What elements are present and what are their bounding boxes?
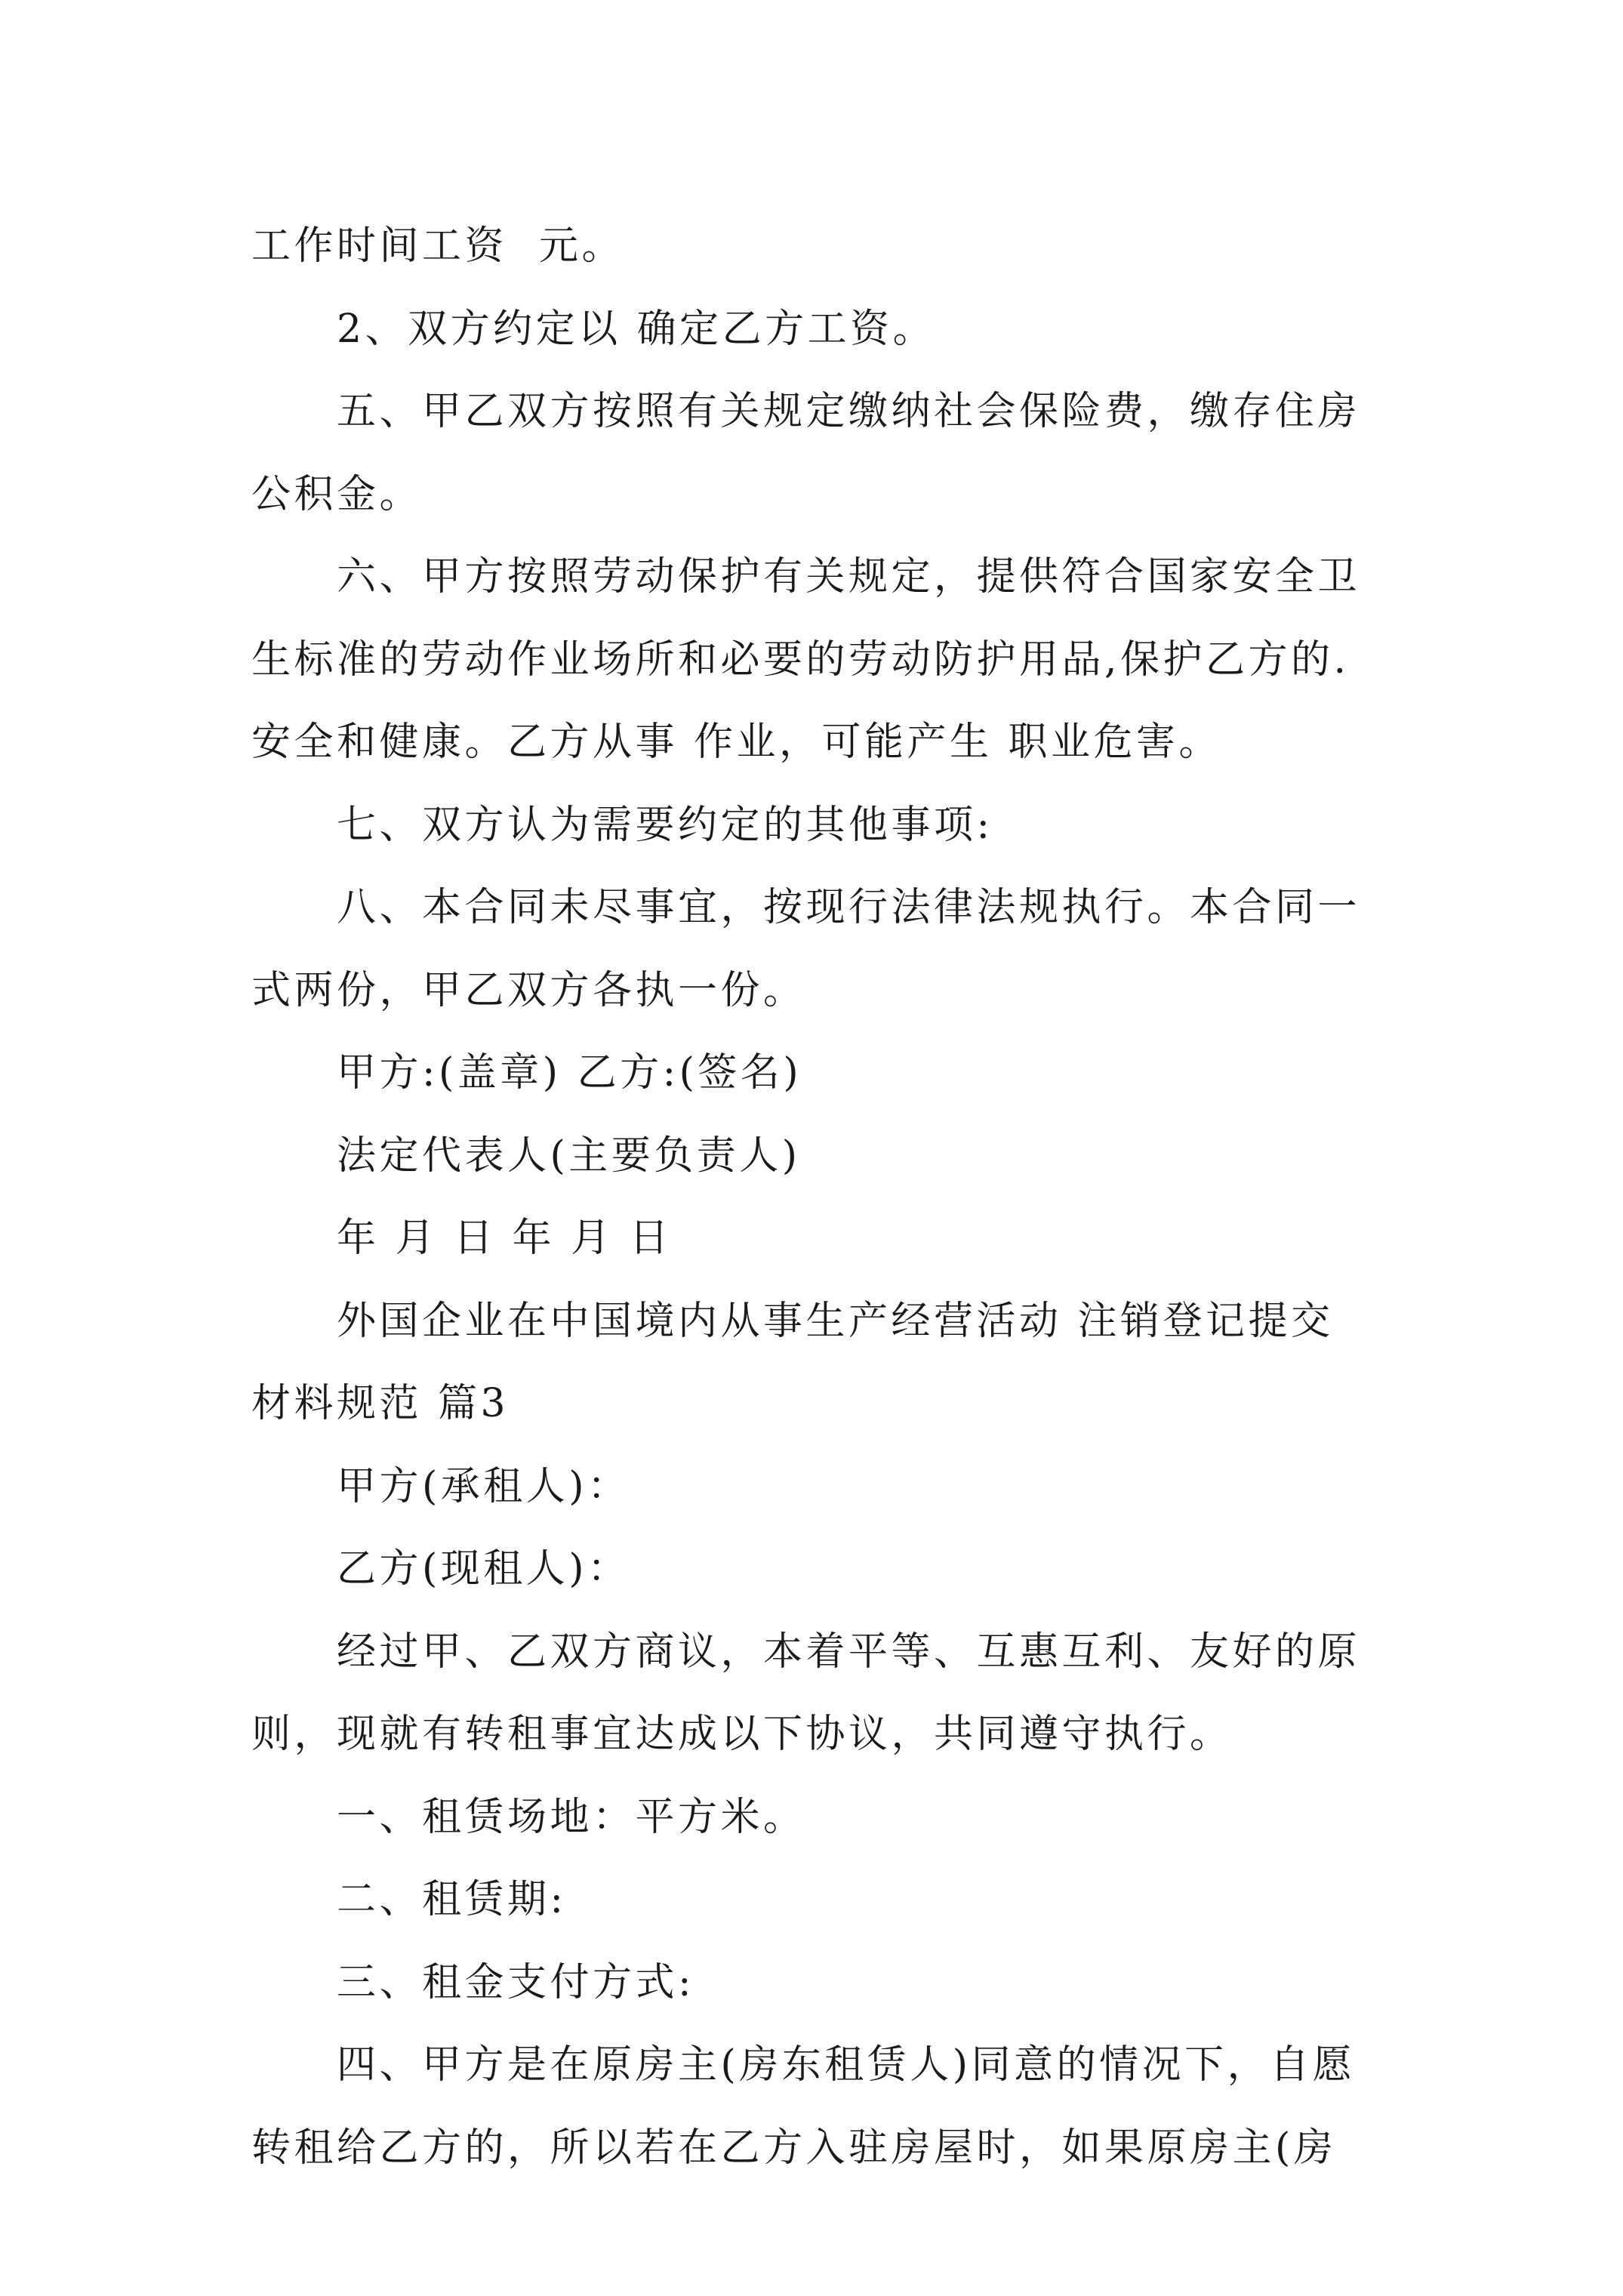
text-line: 式两份，甲乙双方各执一份。 xyxy=(251,967,806,1013)
text-line: 一、租赁场地：平方米。 xyxy=(337,1794,806,1840)
text-line: 年 月 日 年 月 日 xyxy=(337,1216,673,1261)
text-line: 经过甲、乙双方商议，本着平等、互惠互利、友好的原 xyxy=(337,1629,1361,1675)
text-line: 则，现就有转租事宜达成以下协议，共同遵守执行。 xyxy=(251,1712,1233,1757)
text-line: 八、本合同未尽事宜，按现行法律法规执行。本合同一 xyxy=(337,885,1361,930)
text-line: 生标准的劳动作业场所和必要的劳动防护用品,保护乙方的. xyxy=(251,636,1350,683)
text-line: 五、甲乙双方按照有关规定缴纳社会保险费，缴存住房 xyxy=(337,389,1361,434)
section-heading: 材料规范 篇3 xyxy=(251,1381,510,1426)
text-line: 六、甲方按照劳动保护有关规定，提供符合国家安全卫 xyxy=(337,554,1361,599)
text-line: 转租给乙方的，所以若在乙方入驻房屋时，如果原房主(房 xyxy=(251,2125,1337,2171)
text-line: 二、租赁期: xyxy=(337,1877,567,1922)
text-line: 安全和健康。乙方从事 作业，可能产生 职业危害。 xyxy=(251,720,1222,765)
text-line: 三、租金支付方式: xyxy=(337,1959,695,2005)
text-line: 法定代表人(主要负责人) xyxy=(337,1133,801,1179)
text-line: 甲方:(盖章) 乙方:(签名) xyxy=(337,1050,802,1096)
text-line: 四、甲方是在原房主(房东租赁人)同意的情况下，自愿 xyxy=(337,2042,1356,2088)
text-line: 甲方(承租人)： xyxy=(337,1463,630,1509)
document-body xyxy=(251,205,1384,2190)
text-line: 工作时间工资 元。 xyxy=(251,223,625,269)
text-line: 七、双方认为需要约定的其他事项: xyxy=(337,802,993,848)
section-heading: 外国企业在中国境内从事生产经营活动 注销登记提交 xyxy=(337,1298,1334,1344)
text-line: 乙方(现租人)： xyxy=(337,1546,630,1592)
text-line: 公积金。 xyxy=(251,471,423,517)
text-line: 2、双方约定以 确定乙方工资。 xyxy=(337,306,936,352)
